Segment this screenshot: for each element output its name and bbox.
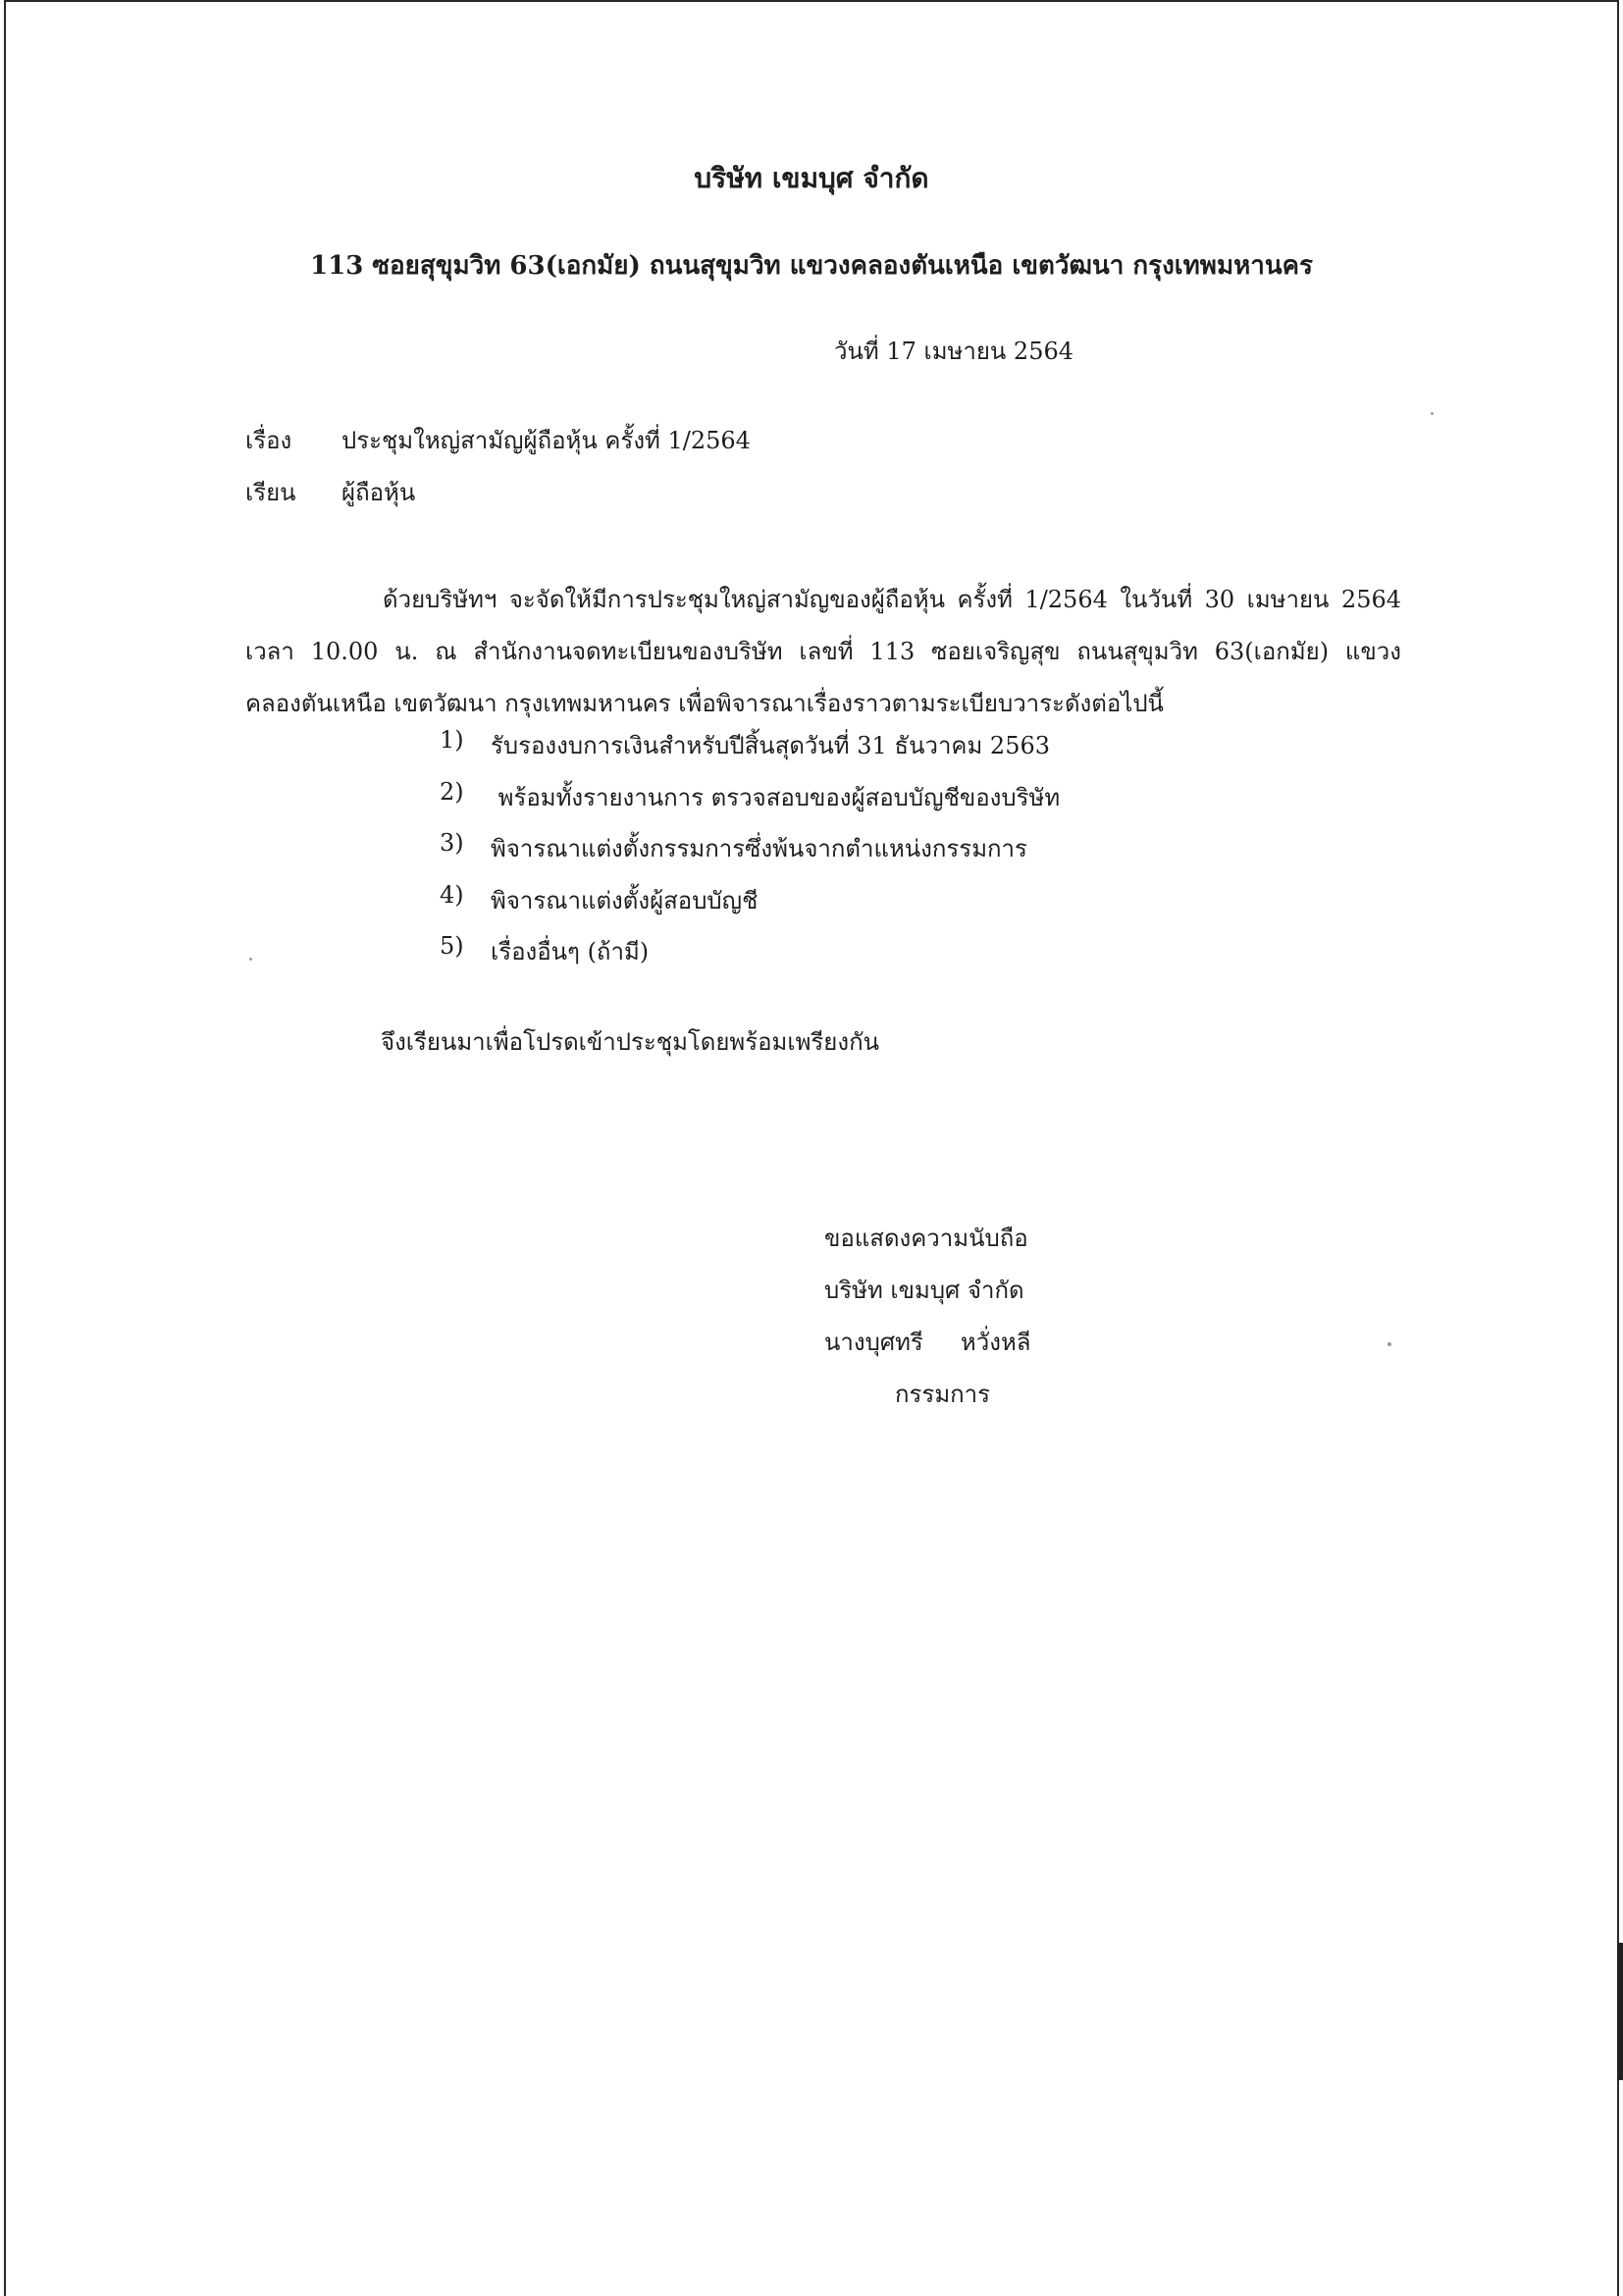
body-line: คลองตันเหนือ เขตวัฒนา กรุงเทพมหานคร เพื่อพิจารณาเรื่องราวตามระเบียบวาระดังต่อไปนี้ — [245, 690, 1164, 717]
agenda-item-number: 5) — [440, 932, 464, 960]
signature-company: บริษัท เขมบุศ จำกัด — [824, 1277, 1024, 1304]
agenda-item-text: พร้อมทั้งรายงานการ ตรวจสอบของผู้สอบบัญชีของบริษัท — [491, 783, 1061, 811]
company-address: 113 ซอยสุขุมวิท 63(เอกมัย) ถนนสุขุมวิท แขวงคลองตันเหนือ เขตวัฒนา กรุงเทพมหานคร — [310, 251, 1313, 281]
document-date: วันที่ 17 เมษายน 2564 — [834, 338, 1073, 365]
subject-label: เรื่อง — [245, 427, 292, 454]
agenda-item — [440, 932, 1060, 984]
agenda-item-number: 3) — [440, 829, 464, 857]
body-line: ด้วยบริษัทฯ จะจัดให้มีการประชุมใหญ่สามัญของผู้ถือหุ้น ครั้งที่ 1/2564 ในวันที่ 30 เมษายน 2564 — [383, 586, 1401, 613]
agenda-list — [440, 726, 1060, 984]
scan-speck — [1387, 1342, 1391, 1346]
signature-greeting: ขอแสดงความนับถือ — [824, 1225, 1028, 1252]
agenda-item-number: 1) — [440, 726, 464, 754]
recipient-label: เรียน — [245, 479, 296, 506]
body-line: เวลา 10.00 น. ณ สำนักงานจดทะเบียนของบริษัท เลขที่ 113 ซอยเจริญสุข ถนนสุขุมวิท 63(เอกมัย) แขวง — [245, 638, 1401, 665]
scan-speck — [1431, 412, 1434, 415]
agenda-item — [440, 829, 1060, 881]
scan-edge-mark — [1617, 1943, 1623, 2080]
agenda-item-text: รับรองงบการเงินสำหรับปีสิ้นสุดวันที่ 31 ธันวาคม 2563 — [491, 732, 1051, 759]
page-border — [4, 0, 1619, 2296]
signature-name: นางบุศทรี หวั่งหลี — [824, 1329, 1031, 1356]
subject-value: ประชุมใหญ่สามัญผู้ถือหุ้น ครั้งที่ 1/2564 — [341, 427, 751, 454]
agenda-item-text: พิจารณาแต่งตั้งกรรมการซึ่งพ้นจากตำแหน่งกรรมการ — [491, 835, 1027, 862]
scan-speck — [249, 958, 252, 961]
signature-block — [824, 1213, 1030, 1421]
closing-sentence: จึงเรียนมาเพื่อโปรดเข้าประชุมโดยพร้อมเพรียงกัน — [381, 1028, 880, 1056]
agenda-item — [440, 778, 1060, 830]
agenda-item-number: 2) — [440, 777, 464, 806]
agenda-item-number: 4) — [440, 880, 464, 909]
agenda-item-text: พิจารณาแต่งตั้งผู้สอบบัญชี — [491, 886, 759, 914]
company-name: บริษัท เขมบุศ จำกัด — [694, 162, 929, 194]
signature-title: กรรมการ — [895, 1381, 991, 1408]
body-paragraph — [245, 574, 1401, 730]
recipient-value: ผู้ถือหุ้น — [341, 479, 416, 506]
agenda-item — [440, 881, 1060, 933]
agenda-item-text: เรื่องอื่นๆ (ถ้ามี) — [491, 938, 650, 965]
agenda-item — [440, 726, 1060, 778]
